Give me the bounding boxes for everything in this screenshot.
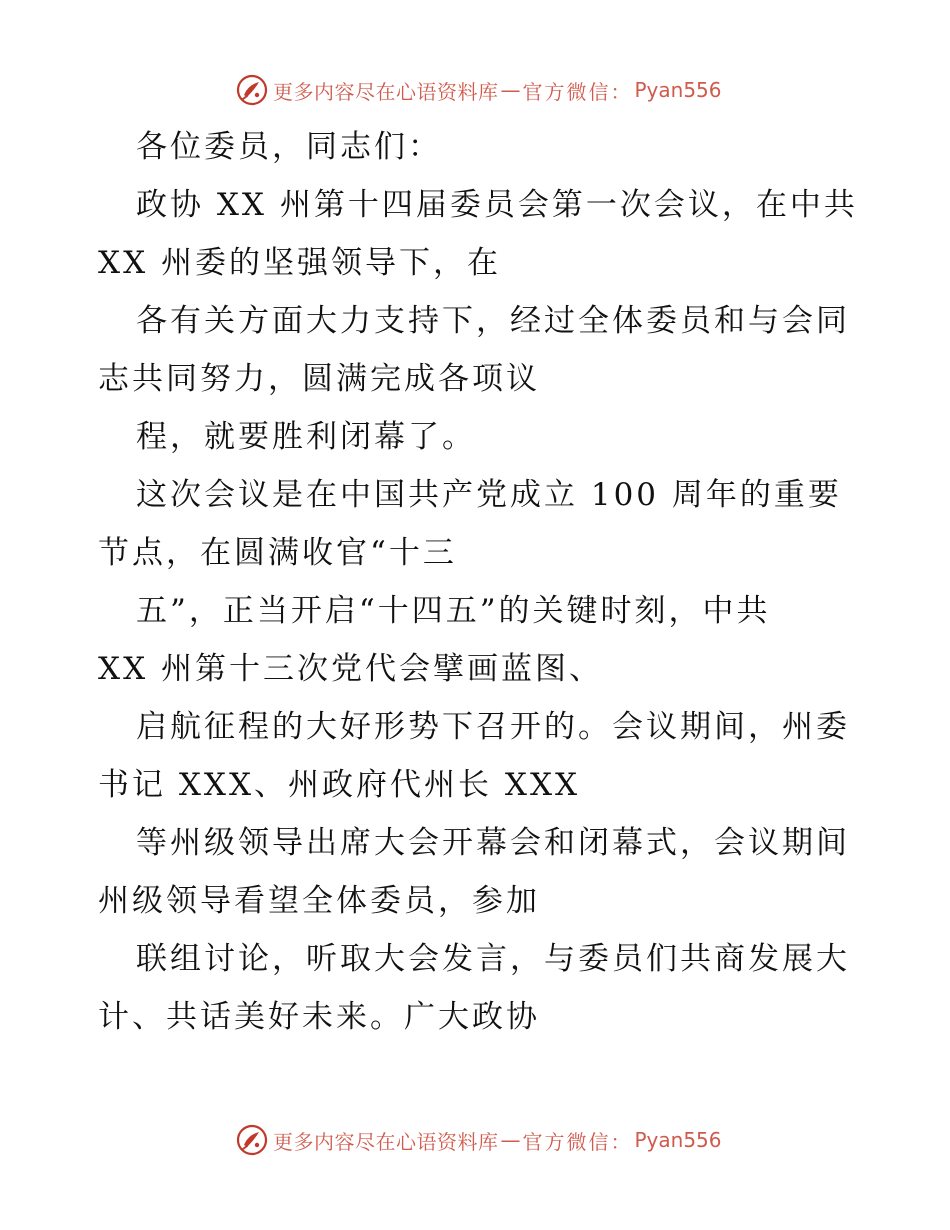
text-line: 各位委员，同志们： bbox=[136, 129, 442, 165]
watermark-text: 更多内容尽在心语资料库 bbox=[273, 1129, 499, 1154]
text-line: 节点，在圆满收官“十三 bbox=[98, 535, 457, 571]
text-line: XX 州第十三次党代会擘画蓝图、 bbox=[98, 651, 603, 687]
text-line: XX 州委的坚强领导下，在 bbox=[98, 245, 501, 281]
text-line: 各有关方面大力支持下，经过全体委员和与会同 bbox=[136, 303, 850, 339]
text-line: 州级领导看望全体委员，参加 bbox=[98, 883, 540, 919]
text-line: 志共同努力，圆满完成各项议 bbox=[98, 361, 540, 397]
pen-seal-icon bbox=[235, 1123, 269, 1157]
watermark-official-label: 官方微信： bbox=[522, 79, 633, 104]
text-line: 五”，正当开启“十四五”的关键时刻，中共 bbox=[136, 593, 771, 629]
text-line: 政协 XX 州第十四届委员会第一次会议，在中共 bbox=[136, 187, 858, 223]
text-line: 程，就要胜利闭幕了。 bbox=[136, 419, 476, 455]
document-body bbox=[98, 118, 858, 1046]
header-watermark bbox=[235, 72, 722, 108]
watermark-wechat-id: Pyan556 bbox=[634, 1128, 722, 1152]
text-line: 计、共话美好未来。广大政协 bbox=[98, 999, 540, 1035]
watermark-official-label: 官方微信： bbox=[522, 1129, 633, 1154]
text-line: 联组讨论，听取大会发言，与委员们共商发展大 bbox=[136, 941, 850, 977]
watermark-dash: — bbox=[500, 1128, 521, 1152]
watermark-dash: — bbox=[500, 78, 521, 102]
watermark-text: 更多内容尽在心语资料库 bbox=[273, 79, 499, 104]
text-line: 书记 XXX、州政府代州长 XXX bbox=[98, 767, 581, 803]
text-line: 等州级领导出席大会开幕会和闭幕式，会议期间 bbox=[136, 825, 850, 861]
pen-seal-icon bbox=[235, 73, 269, 107]
text-line: 这次会议是在中国共产党成立 100 周年的重要 bbox=[136, 477, 842, 513]
watermark-wechat-id: Pyan556 bbox=[634, 78, 722, 102]
text-line: 启航征程的大好形势下召开的。会议期间，州委 bbox=[136, 709, 850, 745]
footer-watermark bbox=[235, 1122, 722, 1158]
